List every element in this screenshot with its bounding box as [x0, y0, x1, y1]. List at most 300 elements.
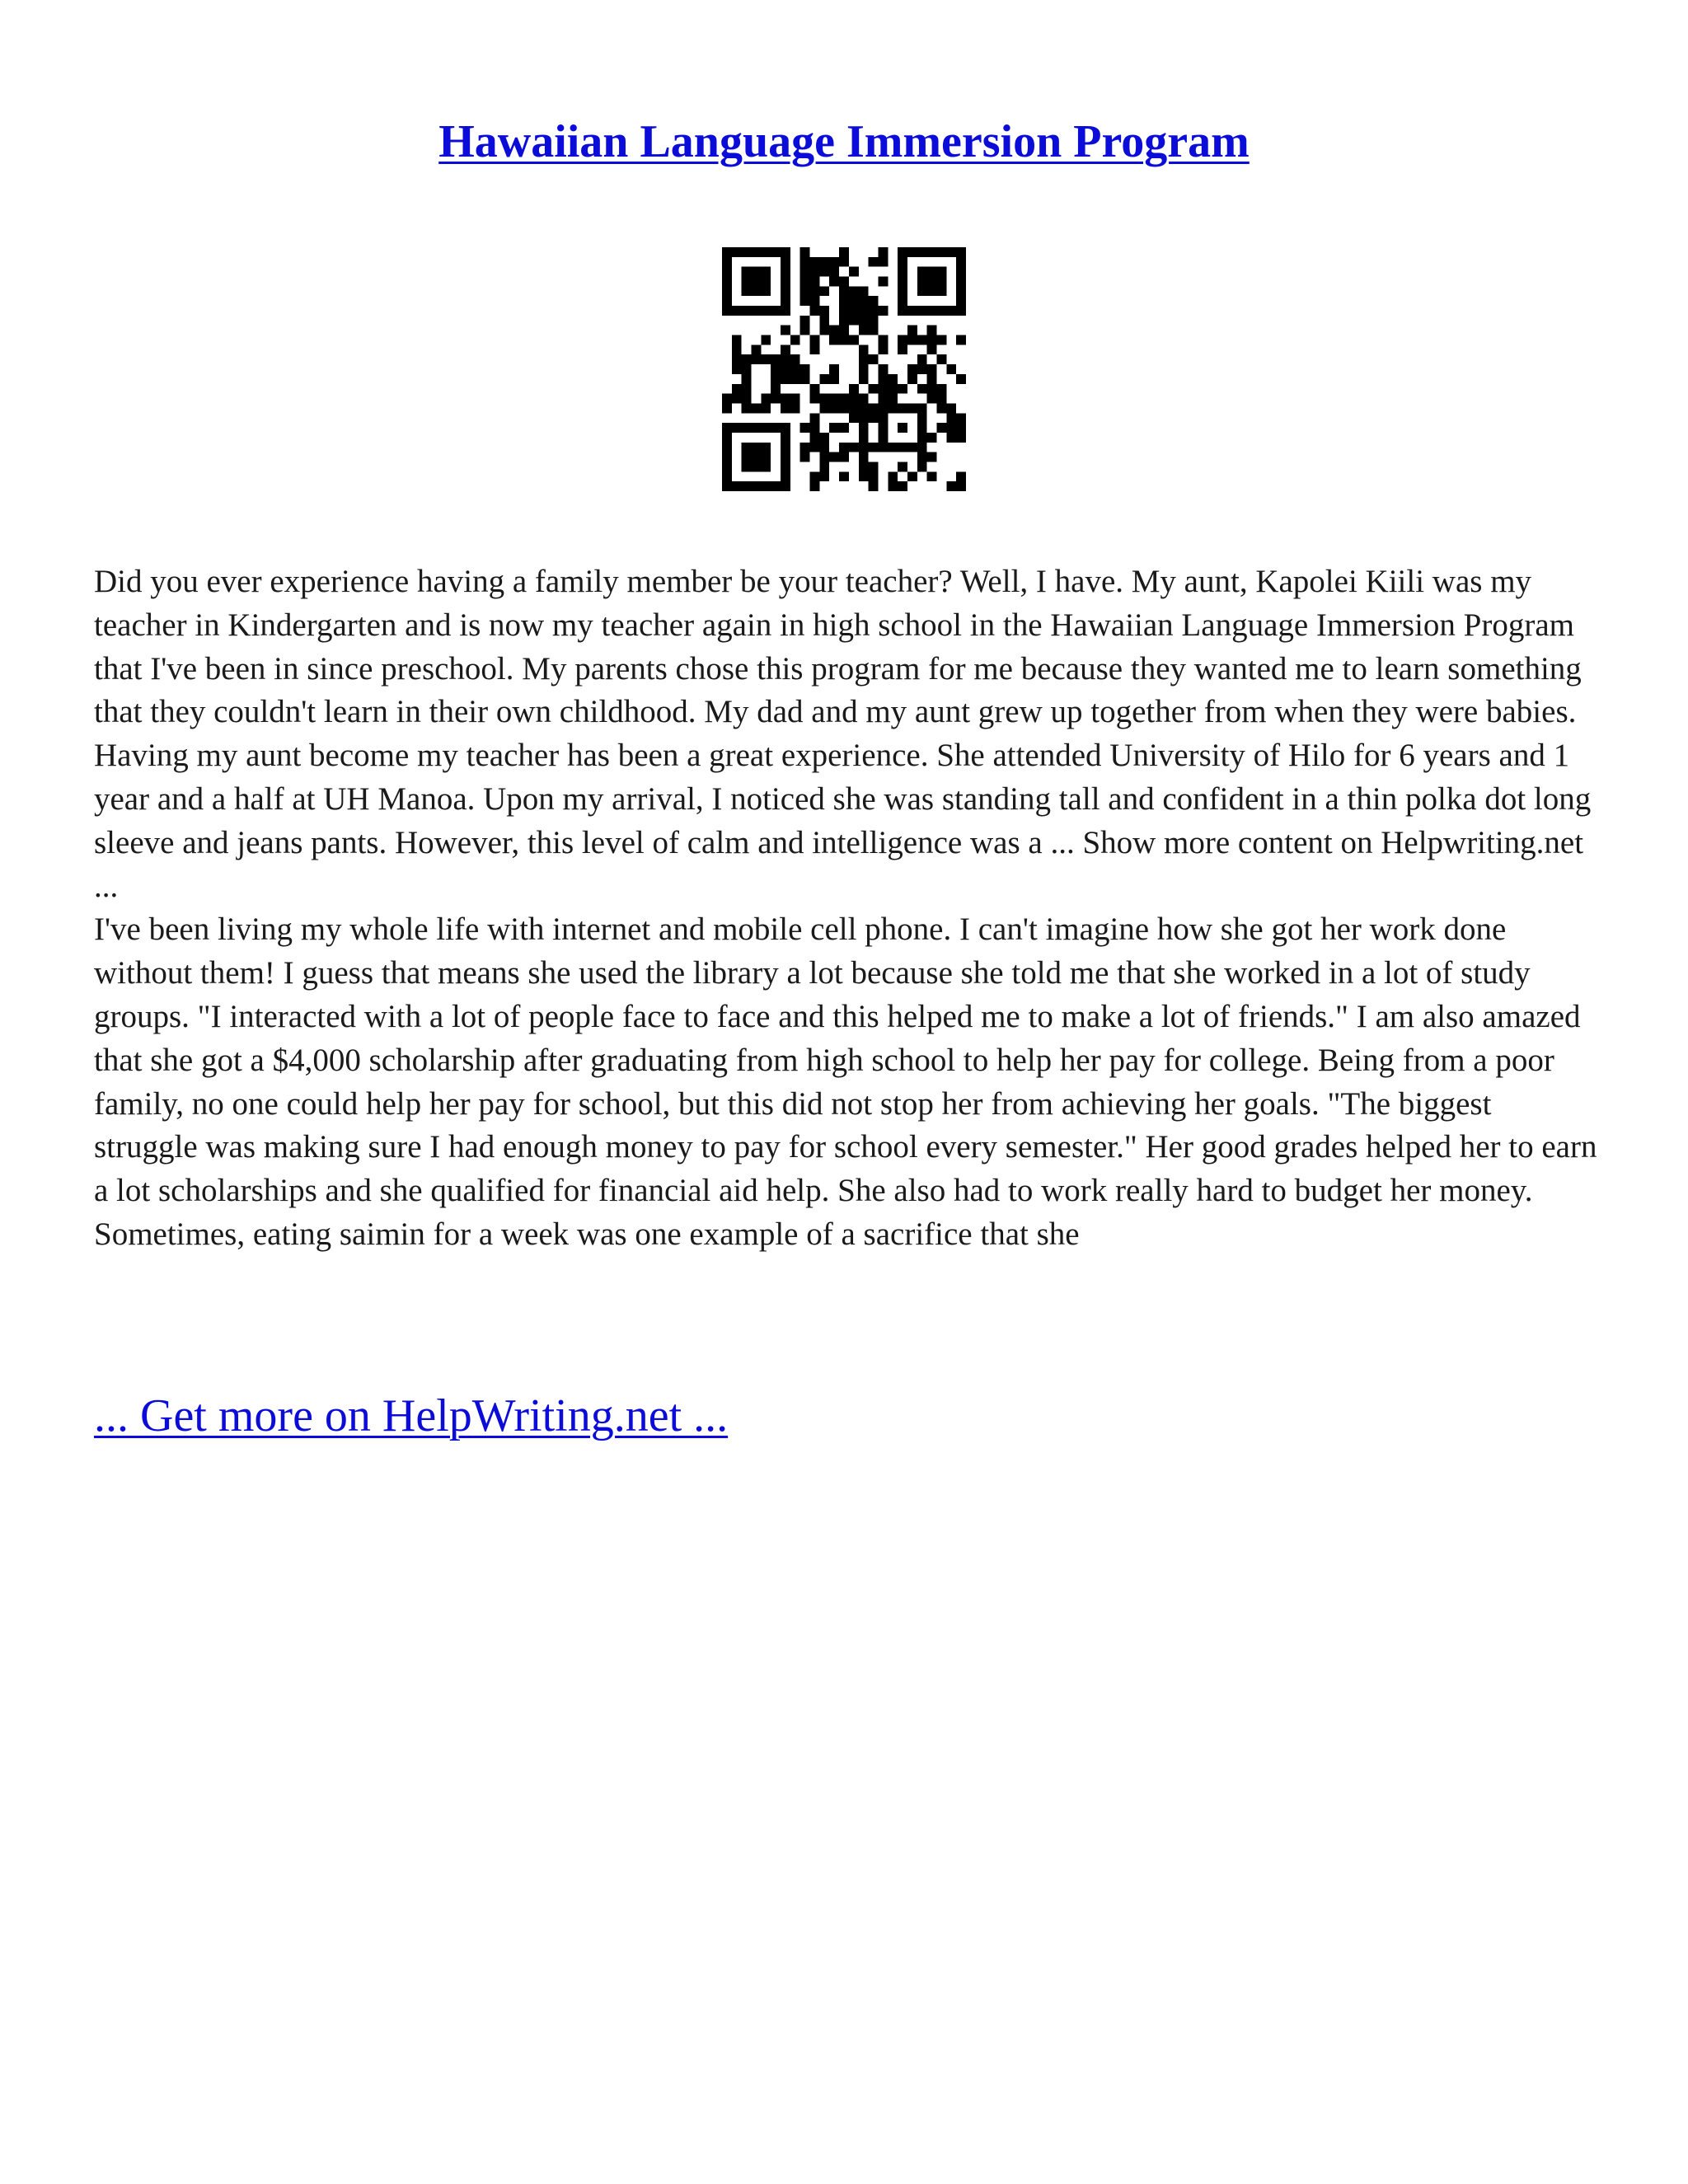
- qr-module: [742, 403, 752, 413]
- qr-module: [752, 286, 762, 296]
- qr-module: [781, 452, 790, 462]
- qr-module: [742, 286, 752, 296]
- qr-module: [878, 247, 888, 257]
- qr-module: [917, 384, 927, 394]
- qr-module: [849, 286, 859, 296]
- qr-module: [956, 423, 966, 433]
- qr-module: [869, 403, 879, 413]
- qr-module: [859, 326, 869, 335]
- qr-module: [761, 277, 771, 287]
- qr-module: [917, 364, 927, 374]
- qr-module: [936, 267, 946, 277]
- qr-module: [839, 286, 849, 296]
- qr-module: [956, 374, 966, 384]
- qr-module: [859, 394, 869, 404]
- qr-module: [761, 286, 771, 296]
- qr-module: [946, 423, 956, 433]
- qr-module: [936, 403, 946, 413]
- qr-module: [771, 354, 781, 364]
- qr-module: [790, 354, 800, 364]
- qr-module: [761, 481, 771, 491]
- qr-module: [898, 306, 907, 316]
- qr-module: [936, 286, 946, 296]
- qr-module: [790, 394, 800, 404]
- qr-module: [722, 257, 732, 267]
- qr-module: [869, 384, 879, 394]
- qr-module: [869, 316, 879, 326]
- qr-module: [859, 364, 869, 374]
- qr-module: [732, 306, 742, 316]
- qr-module: [859, 306, 869, 316]
- qr-module: [810, 257, 820, 267]
- title-link[interactable]: Hawaiian Language Immersion Program: [438, 116, 1250, 167]
- qr-module: [781, 344, 790, 354]
- qr-module: [917, 423, 927, 433]
- qr-module: [819, 443, 829, 452]
- qr-module: [898, 344, 907, 354]
- qr-module: [781, 267, 790, 277]
- qr-module: [800, 286, 810, 296]
- qr-module: [800, 267, 810, 277]
- qr-module: [771, 423, 781, 433]
- qr-module: [829, 257, 839, 267]
- qr-module: [917, 335, 927, 345]
- qr-module: [781, 443, 790, 452]
- qr-module: [927, 384, 937, 394]
- qr-module: [898, 384, 907, 394]
- qr-module: [790, 374, 800, 384]
- qr-module: [752, 344, 762, 354]
- qr-module: [771, 394, 781, 404]
- qr-module: [936, 423, 946, 433]
- qr-module: [810, 306, 820, 316]
- qr-module: [810, 335, 820, 345]
- qr-module: [761, 452, 771, 462]
- qr-module: [917, 443, 927, 452]
- qr-module: [800, 443, 810, 452]
- qr-module: [752, 481, 762, 491]
- qr-module: [732, 423, 742, 433]
- qr-module: [742, 306, 752, 316]
- qr-module: [917, 354, 927, 364]
- qr-module: [742, 267, 752, 277]
- qr-module: [927, 471, 937, 481]
- qr-module: [722, 433, 732, 443]
- qr-module: [927, 277, 937, 287]
- qr-module: [819, 267, 829, 277]
- qr-module: [878, 374, 888, 384]
- qr-module: [849, 335, 859, 345]
- qr-module: [742, 364, 752, 374]
- qr-module: [722, 462, 732, 471]
- qr-module: [781, 277, 790, 287]
- qr-module: [781, 354, 790, 364]
- qr-module: [839, 277, 849, 287]
- get-more-link[interactable]: ... Get more on HelpWriting.net ...: [94, 1390, 729, 1441]
- qr-module: [781, 433, 790, 443]
- qr-module: [819, 471, 829, 481]
- qr-module: [742, 443, 752, 452]
- qr-module: [761, 354, 771, 364]
- qr-module: [829, 364, 839, 374]
- qr-module: [819, 403, 829, 413]
- qr-module: [849, 267, 859, 277]
- qr-module: [907, 443, 917, 452]
- qr-module: [956, 471, 966, 481]
- qr-module: [878, 364, 888, 374]
- qr-module: [839, 452, 849, 462]
- qr-module: [878, 257, 888, 267]
- qr-module: [927, 335, 937, 345]
- qr-module: [742, 462, 752, 471]
- qr-module: [810, 433, 820, 443]
- qr-module: [810, 423, 820, 433]
- qr-module: [781, 471, 790, 481]
- qr-module: [878, 335, 888, 345]
- qr-module: [742, 452, 752, 462]
- qr-module: [956, 413, 966, 423]
- qr-module: [927, 433, 937, 443]
- qr-module: [800, 277, 810, 287]
- qr-module: [742, 354, 752, 364]
- qr-module: [722, 394, 732, 404]
- qr-module: [917, 462, 927, 471]
- qr-module: [927, 247, 937, 257]
- qr-module: [878, 384, 888, 394]
- qr-module: [936, 394, 946, 404]
- qr-module: [878, 344, 888, 354]
- qr-module: [898, 481, 907, 491]
- qr-module: [927, 267, 937, 277]
- qr-module: [859, 286, 869, 296]
- qr-module: [946, 364, 956, 374]
- get-more-link-container: [94, 1390, 728, 1442]
- paragraph-2: I've been living my whole life with internet and mobile cell phone. I can't imagine how she got her work done without them! I guess that means she used the library a lot because she told me that she worked in a lot of study groups. "I interacted with a lot of people face to face and this helped me to make a lot of friends." I am also amazed that she got a $4,000 scholarship after graduating from high school to help her pay for college. Being from a poor family, no one could help her pay for school, but this did not stop her from achieving her goals. "The biggest struggle was making sure I had enough money to pay for school every semester." Her good grades helped her to earn a lot scholarships and she qualified for financial aid help. She also had to work really hard to budget her money. Sometimes, eating saimin for a week was one example of a sacrifice that she: [94, 912, 1597, 1252]
- qr-module: [956, 247, 966, 257]
- qr-module: [839, 257, 849, 267]
- qr-module: [752, 306, 762, 316]
- qr-module: [839, 471, 849, 481]
- qr-module: [829, 423, 839, 433]
- qr-module: [917, 433, 927, 443]
- qr-module: [819, 326, 829, 335]
- qr-module: [742, 247, 752, 257]
- qr-module: [829, 277, 839, 287]
- qr-module: [781, 374, 790, 384]
- qr-module: [849, 316, 859, 326]
- qr-module: [761, 267, 771, 277]
- qr-module: [800, 316, 810, 326]
- qr-module: [722, 267, 732, 277]
- qr-module: [946, 413, 956, 423]
- qr-module: [781, 257, 790, 267]
- qr-module: [946, 247, 956, 257]
- qr-module: [859, 462, 869, 471]
- qr-module: [781, 403, 790, 413]
- qr-module: [907, 306, 917, 316]
- qr-module: [771, 364, 781, 374]
- qr-module: [859, 316, 869, 326]
- qr-module: [859, 443, 869, 452]
- qr-module: [752, 462, 762, 471]
- qr-module: [771, 374, 781, 384]
- qr-module: [869, 326, 879, 335]
- qr-module: [907, 247, 917, 257]
- qr-module: [878, 277, 888, 287]
- qr-module: [752, 277, 762, 287]
- qr-module: [800, 452, 810, 462]
- qr-module: [849, 384, 859, 394]
- qr-module: [849, 296, 859, 306]
- qr-module: [917, 306, 927, 316]
- qr-module: [898, 257, 907, 267]
- qr-module: [859, 374, 869, 384]
- qr-module: [800, 374, 810, 384]
- qr-module: [869, 354, 879, 364]
- qr-module: [839, 296, 849, 306]
- qr-module: [819, 316, 829, 326]
- qr-module: [956, 335, 966, 345]
- qr-module: [781, 326, 790, 335]
- qr-module: [722, 306, 732, 316]
- qr-module: [888, 443, 898, 452]
- qr-module: [810, 286, 820, 296]
- qr-module: [927, 306, 937, 316]
- qr-module: [888, 374, 898, 384]
- qr-module: [722, 296, 732, 306]
- qr-module: [732, 394, 742, 404]
- qr-module: [752, 452, 762, 462]
- qr-module: [839, 335, 849, 345]
- qr-module: [722, 286, 732, 296]
- qr-module: [752, 247, 762, 257]
- qr-module: [761, 403, 771, 413]
- qr-module: [898, 277, 907, 287]
- qr-module: [761, 443, 771, 452]
- qr-module: [829, 403, 839, 413]
- qr-module: [732, 247, 742, 257]
- qr-module: [771, 247, 781, 257]
- qr-module: [956, 267, 966, 277]
- qr-module: [956, 257, 966, 267]
- qr-module: [771, 481, 781, 491]
- qr-module: [936, 384, 946, 394]
- qr-module: [917, 286, 927, 296]
- qr-module: [956, 277, 966, 287]
- qr-module: [810, 267, 820, 277]
- qr-module: [810, 277, 820, 287]
- qr-module: [859, 452, 869, 462]
- qr-module: [819, 452, 829, 462]
- qr-module: [869, 257, 879, 267]
- paragraph-1: Did you ever experience having a family member be your teacher? Well, I have. My aunt, Kapolei Kiili was my teacher in Kindergarten and is now my teacher again in high school in the Hawaiian Language Immersion Program that I've been in since preschool. My parents chose this program for me because they wanted me to learn something that they couldn't learn in their own childhood. My dad and my aunt grew up together from when they were babies. Having my aunt become my teacher has been a great experience. She attended University of Hilo for 6 years and 1 year and a half at UH Manoa. Upon my arrival, I noticed she was standing tall and confident in a thin polka dot long sleeve and jeans pants. However, this level of calm and intelligence was a ... Show more content on Helpwriting.net ...: [94, 564, 1592, 904]
- qr-module: [936, 335, 946, 345]
- qr-module: [722, 471, 732, 481]
- qr-module: [956, 481, 966, 491]
- qr-module: [888, 471, 898, 481]
- qr-module: [869, 413, 879, 423]
- qr-module: [839, 394, 849, 404]
- qr-module: [878, 306, 888, 316]
- qr-module: [781, 423, 790, 433]
- qr-module: [907, 364, 917, 374]
- qr-module: [761, 247, 771, 257]
- qr-module: [888, 384, 898, 394]
- qr-module: [800, 257, 810, 267]
- qr-module: [859, 433, 869, 443]
- qr-module: [907, 403, 917, 413]
- qr-module: [878, 394, 888, 404]
- qr-module: [859, 354, 869, 364]
- qr-module: [936, 354, 946, 364]
- qr-module: [839, 247, 849, 257]
- qr-module: [878, 423, 888, 433]
- qr-module: [927, 344, 937, 354]
- qr-module: [819, 462, 829, 471]
- qr-module: [732, 354, 742, 364]
- qr-module: [810, 384, 820, 394]
- qr-code-graphic: [722, 247, 966, 491]
- qr-module: [829, 267, 839, 277]
- body-text: [94, 560, 1602, 1257]
- qr-module: [869, 462, 879, 471]
- qr-module: [927, 374, 937, 384]
- qr-module: [742, 277, 752, 287]
- qr-module: [810, 296, 820, 306]
- qr-module: [819, 374, 829, 384]
- qr-module: [907, 374, 917, 384]
- qr-module: [898, 443, 907, 452]
- qr-module: [752, 423, 762, 433]
- qr-module: [800, 326, 810, 335]
- qr-module: [859, 403, 869, 413]
- qr-module: [878, 413, 888, 423]
- qr-module: [829, 374, 839, 384]
- qr-module: [946, 403, 956, 413]
- qr-module: [839, 423, 849, 433]
- qr-module: [810, 471, 820, 481]
- qr-module: [829, 452, 839, 462]
- qr-module: [956, 286, 966, 296]
- qr-module: [898, 423, 907, 433]
- qr-module: [888, 481, 898, 491]
- qr-module: [859, 413, 869, 423]
- qr-module: [898, 247, 907, 257]
- page-title: [0, 115, 1688, 168]
- qr-module: [732, 335, 742, 345]
- qr-module: [732, 384, 742, 394]
- qr-module: [839, 306, 849, 316]
- qr-module: [917, 413, 927, 423]
- qr-module: [869, 443, 879, 452]
- qr-module: [810, 413, 820, 423]
- qr-module: [722, 481, 732, 491]
- qr-module: [859, 296, 869, 306]
- qr-module: [927, 326, 937, 335]
- qr-module: [781, 296, 790, 306]
- qr-module: [946, 306, 956, 316]
- qr-module: [849, 394, 859, 404]
- qr-code-icon: [722, 247, 966, 491]
- qr-module: [781, 481, 790, 491]
- qr-module: [742, 384, 752, 394]
- qr-module: [722, 452, 732, 462]
- qr-module: [907, 471, 917, 481]
- qr-module: [878, 443, 888, 452]
- qr-module: [752, 403, 762, 413]
- qr-module: [752, 267, 762, 277]
- qr-module: [722, 247, 732, 257]
- qr-module: [761, 335, 771, 345]
- qr-module: [781, 394, 790, 404]
- qr-module: [946, 481, 956, 491]
- qr-module: [761, 462, 771, 471]
- qr-module: [956, 296, 966, 306]
- qr-module: [917, 267, 927, 277]
- qr-module: [790, 335, 800, 345]
- qr-module: [771, 306, 781, 316]
- qr-module: [849, 413, 859, 423]
- qr-module: [907, 326, 917, 335]
- qr-module: [956, 306, 966, 316]
- qr-module: [898, 335, 907, 345]
- qr-module: [722, 443, 732, 452]
- qr-module: [839, 316, 849, 326]
- qr-module: [936, 306, 946, 316]
- qr-module: [752, 354, 762, 364]
- qr-module: [917, 403, 927, 413]
- qr-module: [819, 306, 829, 316]
- qr-module: [781, 364, 790, 374]
- qr-module: [732, 344, 742, 354]
- qr-module: [722, 423, 732, 433]
- qr-module: [869, 471, 879, 481]
- qr-module: [898, 462, 907, 471]
- qr-module: [819, 433, 829, 443]
- qr-module: [936, 247, 946, 257]
- qr-module: [810, 443, 820, 452]
- qr-module: [839, 326, 849, 335]
- qr-module: [732, 481, 742, 491]
- qr-module: [742, 481, 752, 491]
- qr-module: [771, 384, 781, 394]
- qr-module: [819, 257, 829, 267]
- qr-module: [722, 403, 732, 413]
- qr-module: [849, 306, 859, 316]
- qr-module: [927, 364, 937, 374]
- qr-module: [946, 433, 956, 443]
- qr-module: [888, 394, 898, 404]
- qr-module: [800, 247, 810, 257]
- qr-module: [829, 394, 839, 404]
- qr-module: [888, 403, 898, 413]
- qr-module: [810, 394, 820, 404]
- qr-module: [917, 452, 927, 462]
- qr-module: [936, 277, 946, 287]
- qr-module: [781, 286, 790, 296]
- qr-module: [917, 247, 927, 257]
- qr-module: [752, 443, 762, 452]
- qr-module: [781, 247, 790, 257]
- qr-module: [742, 423, 752, 433]
- qr-module: [878, 403, 888, 413]
- qr-module: [800, 423, 810, 433]
- qr-module: [927, 286, 937, 296]
- qr-module: [898, 403, 907, 413]
- qr-module: [878, 433, 888, 443]
- qr-module: [761, 306, 771, 316]
- qr-module: [898, 296, 907, 306]
